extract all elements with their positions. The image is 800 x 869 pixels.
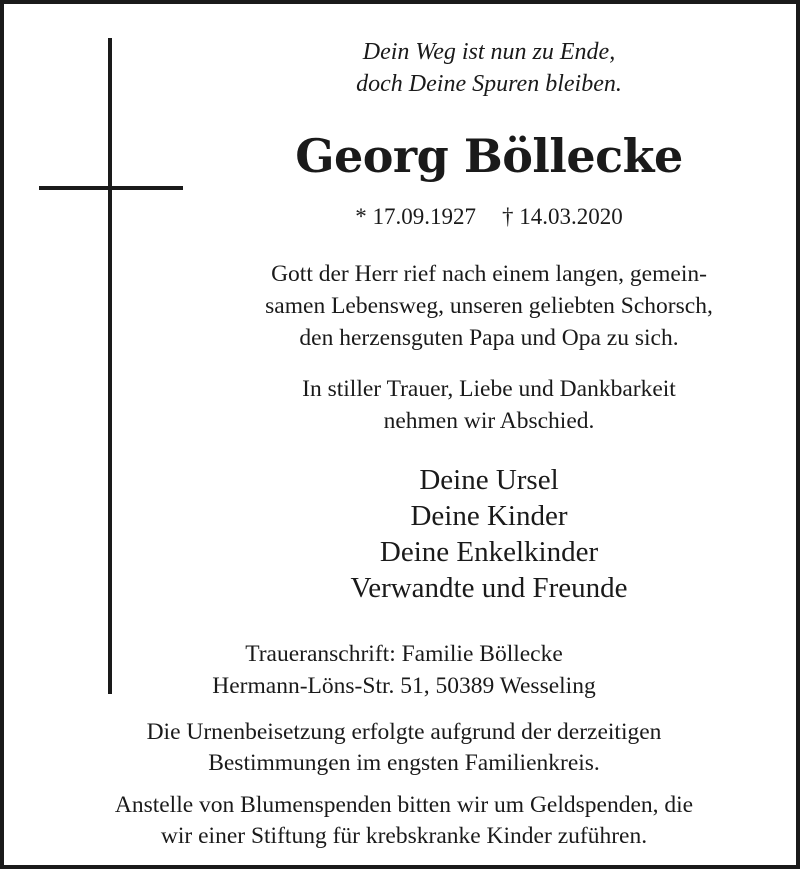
cross-icon-horizontal — [39, 186, 183, 190]
cross-icon-vertical — [108, 38, 112, 694]
announcement-line-1: Gott der Herr rief nach einem langen, gemein- — [271, 261, 707, 287]
death-date: 14.03.2020 — [519, 204, 623, 229]
address-line-2: Hermann-Löns-Str. 51, 50389 Wesseling — [212, 673, 596, 699]
donation-note-line-1: Anstelle von Blumenspenden bitten wir um Geldspenden, die — [114, 792, 694, 818]
mourners-list — [244, 462, 734, 606]
burial-note-line-1: Die Urnenbeisetzung erfolgte aufgrund der derzeitigen — [146, 719, 662, 745]
farewell-line-1: In stiller Trauer, Liebe und Dankbarkeit — [302, 376, 676, 402]
deceased-name: Georg Böllecke — [295, 129, 683, 183]
mourner-item: Deine Ursel — [419, 464, 559, 496]
address-line-1: Traueranschrift: Familie Böllecke — [245, 641, 563, 667]
mourner-item: Verwandte und Freunde — [350, 572, 628, 604]
life-dates — [274, 202, 704, 232]
announcement-text — [194, 258, 784, 354]
burial-note — [14, 717, 794, 779]
announcement-line-2: samen Lebensweg, unseren geliebten Schorsch, — [265, 293, 713, 319]
mourning-address — [134, 638, 674, 702]
donation-note — [14, 790, 794, 852]
birth-symbol: * — [355, 204, 367, 229]
burial-note-line-2: Bestimmungen im engsten Familienkreis. — [208, 750, 600, 776]
motto-line-1: Dein Weg ist nun zu Ende, — [362, 39, 616, 65]
motto-line-2: doch Deine Spuren bleiben. — [356, 71, 622, 97]
mourner-item: Deine Kinder — [410, 500, 568, 532]
death-symbol: † — [502, 204, 514, 229]
motto — [274, 36, 704, 100]
announcement-line-3: den herzensguten Papa und Opa zu sich. — [299, 325, 679, 351]
birth-date: 17.09.1927 — [372, 204, 476, 229]
donation-note-line-2: wir einer Stiftung für krebskranke Kinder zuführen. — [160, 823, 648, 849]
farewell-text — [224, 373, 754, 437]
farewell-line-2: nehmen wir Abschied. — [383, 408, 595, 434]
mourner-item: Deine Enkelkinder — [379, 536, 599, 568]
